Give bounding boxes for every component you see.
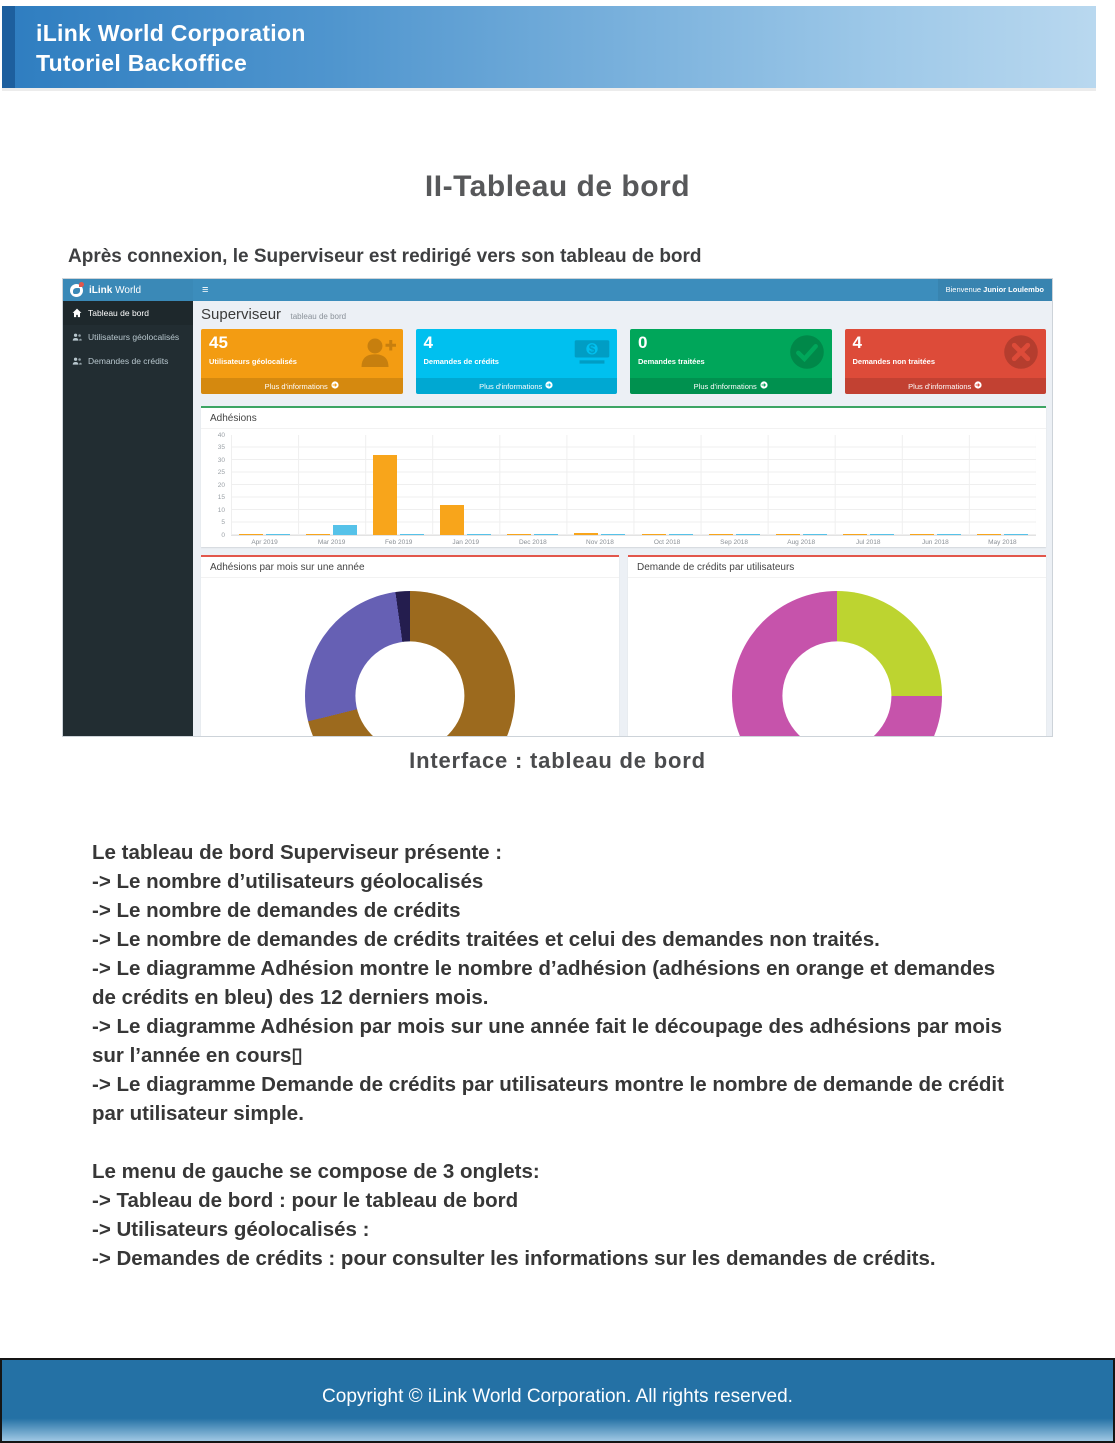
bar-demandes-de-credits (467, 534, 491, 536)
sidebar-item-label: Utilisateurs géolocalisés (88, 332, 180, 342)
bar-chart-plot (231, 435, 1036, 536)
bar-chart-xlabels (231, 539, 1036, 546)
globe-icon (70, 284, 83, 297)
paragraph-line: -> Le diagramme Adhésion par mois sur une année fait le découpage des adhésions par mois sur l’année en cours▯ (92, 1015, 1003, 1067)
header-edge-stripe (2, 6, 15, 88)
credits-donut-title: Demande de crédits par utilisateurs (628, 557, 1046, 578)
content-title: Superviseur (201, 306, 282, 323)
donut-1-hole (355, 641, 464, 737)
stat-label: Utilisateurs géolocalisés (209, 357, 297, 366)
x-tick-label: Jul 2018 (855, 539, 881, 546)
x-tick-label: Jan 2019 (452, 539, 480, 546)
bar-group-feb-2019 (365, 435, 432, 535)
home-icon (72, 308, 82, 318)
stat-card-utilisateurs-geolocalises (201, 329, 403, 394)
navbar-main (193, 279, 1052, 301)
sidebar-item-demandes-de-credits[interactable] (63, 349, 193, 373)
sidebar-item-label: Tableau de bord (88, 308, 149, 318)
paragraph-line: -> Utilisateurs géolocalisés : (92, 1218, 370, 1241)
bar-demandes-de-credits (736, 534, 760, 536)
adhesions-bar-chart (211, 431, 1036, 546)
stat-label: Demandes traitées (638, 357, 705, 366)
stat-label: Demandes de crédits (423, 357, 499, 366)
stat-value: 4 (852, 333, 862, 352)
stat-card-demandes-traitees (630, 329, 832, 394)
stat-card-demandes-de-credits (416, 329, 618, 394)
sidebar (63, 301, 193, 737)
bar-adhesions (507, 534, 531, 536)
bar-group-nov-2018 (566, 435, 633, 535)
bar-group-may-2018 (969, 435, 1036, 535)
user-plus-icon (360, 334, 396, 370)
y-tick-label: 10 (217, 506, 225, 514)
stat-card-link-label: Plus d'informations (693, 381, 757, 391)
paragraph-line (92, 1128, 1022, 1157)
header-line1: iLink World Corporation (36, 20, 306, 46)
bar-adhesions (574, 533, 598, 536)
dashboard-screenshot (62, 278, 1053, 737)
page-subtitle: Après connexion, le Superviseur est redirigé vers son tableau de bord (68, 246, 702, 267)
page-title: II-Tableau de bord (424, 170, 691, 203)
x-tick-label: Nov 2018 (586, 539, 614, 546)
stat-card-link[interactable] (630, 378, 832, 394)
bar-group-jan-2019 (432, 435, 499, 535)
bar-demandes-de-credits (400, 534, 424, 536)
bar-group-oct-2018 (633, 435, 700, 535)
bar-adhesions (306, 534, 330, 536)
bar-group-mar-2019 (298, 435, 365, 535)
bar-adhesions (843, 534, 867, 536)
welcome-user[interactable]: Bienvenue Junior Loulembo (938, 279, 1052, 301)
x-tick-label: Sep 2018 (720, 539, 748, 546)
bar-group-jul-2018 (835, 435, 902, 535)
location-pin-icon (79, 282, 84, 287)
dashboard-navbar (63, 279, 1052, 301)
screenshot-caption: Interface : tableau de bord (409, 748, 706, 773)
paragraph-line: Le menu de gauche se compose de 3 onglets: (92, 1160, 540, 1183)
bar-adhesions (239, 534, 263, 536)
paragraph-line: -> Le nombre de demandes de crédits (92, 899, 461, 922)
bar-chart-yaxis (211, 431, 227, 539)
paragraph-line: -> Tableau de bord : pour le tableau de bord (92, 1189, 519, 1212)
bar-demandes-de-credits (937, 534, 961, 536)
bar-demandes-de-credits (1004, 534, 1028, 536)
brand-name: iLink World (89, 284, 142, 296)
adhesions-donut-title: Adhésions par mois sur une année (201, 557, 619, 578)
arrow-circle-right-icon (331, 381, 339, 391)
y-tick-label: 20 (217, 481, 225, 489)
paragraph-line: -> Le diagramme Adhésion montre le nombre d’adhésion (adhésions en orange et demandes de crédits en bleu) des 12 derniers mois. (92, 957, 996, 1009)
y-tick-label: 5 (221, 519, 225, 526)
y-tick-label: 40 (217, 431, 225, 439)
adhesions-chart-title: Adhésions (201, 408, 1046, 429)
bar-demandes-de-credits (601, 534, 625, 536)
paragraph-line: -> Demandes de crédits : pour consulter les informations sur les demandes de crédits. (92, 1247, 936, 1270)
credits-donut-panel (628, 555, 1046, 737)
users-icon (72, 356, 82, 366)
bar-adhesions (776, 534, 800, 536)
bar-group-apr-2019 (231, 435, 298, 535)
stat-cards-row (201, 329, 1046, 394)
paragraph-line: -> Le nombre d’utilisateurs géolocalisés (92, 870, 484, 893)
x-tick-label: Feb 2019 (384, 539, 413, 546)
stat-value: 4 (423, 333, 433, 352)
stat-value: 45 (209, 333, 228, 352)
donut-panels-row (201, 555, 1046, 737)
x-tick-label: Apr 2019 (251, 539, 278, 546)
y-tick-label: 35 (217, 444, 225, 451)
bar-demandes-de-credits (669, 534, 693, 536)
times-circle-icon (1003, 334, 1039, 370)
sidebar-item-utilisateurs-geolocalises[interactable] (63, 325, 193, 349)
adhesions-donut-panel (201, 555, 619, 737)
bar-adhesions (977, 534, 1001, 536)
stat-card-link-label: Plus d'informations (908, 381, 972, 391)
arrow-circle-right-icon (545, 381, 553, 391)
adhesions-chart-panel (201, 406, 1046, 547)
bar-group-sep-2018 (701, 435, 768, 535)
bar-group-dec-2018 (499, 435, 566, 535)
paragraph-line: -> Le nombre de demandes de crédits traitées et celui des demandes non traités. (92, 928, 880, 951)
sidebar-item-tableau-de-bord[interactable] (63, 301, 193, 325)
hamburger-menu-icon[interactable]: ≡ (202, 284, 209, 296)
arrow-circle-right-icon (974, 381, 982, 391)
x-tick-label: May 2018 (988, 539, 1017, 546)
donut-2 (732, 591, 942, 737)
sidebar-item-label: Demandes de crédits (88, 356, 169, 366)
users-icon (72, 332, 82, 342)
bar-demandes-de-credits (803, 534, 827, 536)
bar-adhesions (373, 455, 397, 535)
paragraph-line: -> Le diagramme Demande de crédits par utilisateurs montre le nombre de demande de crédit par utilisateur simple. (92, 1073, 1004, 1125)
donut-1 (305, 591, 515, 737)
footer-text: Copyright © iLink World Corporation. All rights reserved. (322, 1386, 793, 1407)
dashboard-content (193, 301, 1053, 737)
bar-demandes-de-credits (333, 525, 357, 535)
stat-card-link-label: Plus d'informations (479, 381, 543, 391)
stat-card-link[interactable] (845, 378, 1047, 394)
bar-group-aug-2018 (768, 435, 835, 535)
stat-card-demandes-non-traitees (845, 329, 1047, 394)
arrow-circle-right-icon (760, 381, 768, 391)
brand-logo[interactable] (63, 279, 193, 301)
bar-group-jun-2018 (902, 435, 969, 535)
x-tick-label: Oct 2018 (653, 539, 681, 546)
money-icon (574, 334, 610, 370)
stat-card-link-label: Plus d'informations (264, 381, 328, 391)
stat-label: Demandes non traitées (852, 357, 936, 366)
svg-text:$: $ (588, 342, 596, 356)
bar-adhesions (910, 534, 934, 536)
y-tick-label: 30 (217, 456, 225, 464)
bar-adhesions (440, 505, 464, 535)
paragraph-line: Le tableau de bord Superviseur présente : (92, 841, 503, 864)
stat-card-link[interactable] (201, 378, 403, 394)
donut-2-hole (782, 641, 891, 737)
body-paragraphs (92, 838, 1022, 1273)
stat-value: 0 (638, 333, 648, 352)
y-tick-label: 15 (217, 494, 225, 501)
content-breadcrumb: tableau de bord (290, 312, 347, 321)
bar-adhesions (709, 534, 733, 536)
check-circle-icon (789, 334, 825, 370)
bar-demandes-de-credits (870, 534, 894, 536)
document-header (2, 6, 1096, 91)
x-tick-label: Dec 2018 (518, 539, 547, 546)
x-tick-label: Aug 2018 (787, 539, 816, 546)
header-line2: Tutoriel Backoffice (36, 50, 248, 76)
y-tick-label: 25 (217, 469, 225, 476)
header-text (36, 18, 306, 78)
y-tick-label: 0 (221, 531, 225, 539)
document-footer (0, 1358, 1115, 1443)
bar-demandes-de-credits (266, 534, 290, 536)
bar-adhesions (642, 534, 666, 536)
x-tick-label: Jun 2018 (921, 539, 949, 546)
stat-card-link[interactable] (416, 378, 618, 394)
bar-demandes-de-credits (534, 534, 558, 536)
x-tick-label: Mar 2019 (317, 539, 346, 546)
content-heading (201, 306, 1046, 326)
